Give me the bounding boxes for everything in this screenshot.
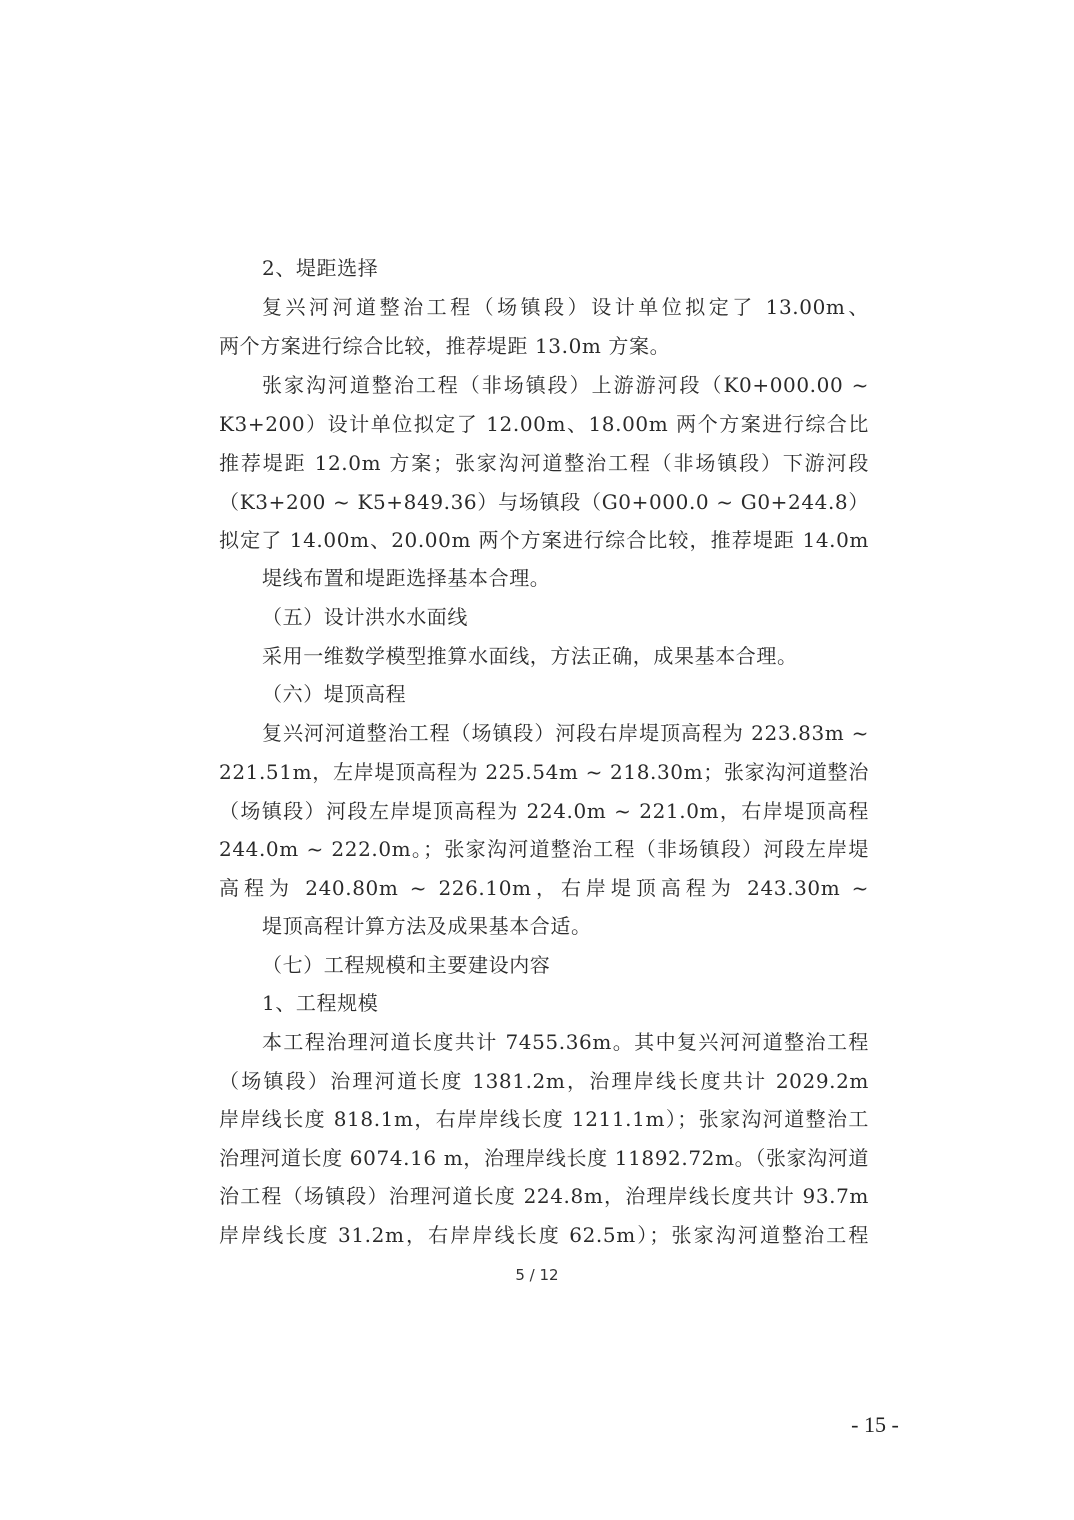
paragraph-line: 复兴河河道整治工程（场镇段）设计单位拟定了 13.00m、 (262, 295, 869, 319)
section-heading: （七）工程规模和主要建设内容 (262, 953, 551, 977)
paragraph-line: 堤线布置和堤距选择基本合理。 (262, 566, 551, 590)
section-heading: （六）堤顶高程 (262, 682, 407, 706)
section-heading: 1、工程规模 (262, 991, 379, 1015)
paragraph-line: 拟定了 14.00m、20.00m 两个方案进行综合比较，推荐堤距 14.0m (219, 528, 869, 552)
paragraph-line: （K3+200 ~ K5+849.36）与场镇段（G0+000.0 ~ G0+244.8） (219, 490, 869, 514)
paragraph-line: 治理河道长度 6074.16 m，治理岸线长度 11892.72m。（张家沟河道 (219, 1146, 869, 1170)
paragraph-line: 采用一维数学模型推算水面线，方法正确，成果基本合理。 (262, 644, 798, 668)
paragraph-line: 复兴河河道整治工程（场镇段）河段右岸堤顶高程为 223.83m ~ (262, 721, 869, 745)
paragraph-line: 张家沟河道整治工程（非场镇段）上游游河段（K0+000.00 ~ (262, 373, 869, 397)
paragraph-line: 本工程治理河道长度共计 7455.36m。其中复兴河河道整治工程 (262, 1030, 869, 1054)
paragraph-line: 221.51m，左岸堤顶高程为 225.54m ~ 218.30m；张家沟河道整治 (219, 760, 869, 784)
paragraph-line: 治工程（场镇段）治理河道长度 224.8m，治理岸线长度共计 93.7m (219, 1184, 869, 1208)
page-counter: 5 / 12 (515, 1266, 559, 1284)
paragraph-line: 高程为 240.80m ~ 226.10m，右岸堤顶高程为 243.30m ~ (219, 876, 869, 900)
paragraph-line: 堤顶高程计算方法及成果基本合适。 (262, 914, 592, 938)
section-heading: （五）设计洪水水面线 (262, 605, 468, 629)
paragraph-line: 岸岸线长度 818.1m，右岸岸线长度 1211.1m）；张家沟河道整治工 (219, 1107, 869, 1131)
section-heading: 2、堤距选择 (262, 256, 379, 280)
paragraph-line: 推荐堤距 12.0m 方案；张家沟河道整治工程（非场镇段）下游河段 (219, 451, 869, 475)
paragraph-line: 两个方案进行综合比较，推荐堤距 13.0m 方案。 (219, 334, 671, 358)
paragraph-line: （场镇段）治理河道长度 1381.2m，治理岸线长度共计 2029.2m (219, 1069, 869, 1093)
paragraph-line: 岸岸线长度 31.2m，右岸岸线长度 62.5m）；张家沟河道整治工程 (219, 1223, 869, 1247)
paragraph-line: K3+200）设计单位拟定了 12.00m、18.00m 两个方案进行综合比 (219, 412, 869, 436)
page-number: - 15 - (851, 1412, 899, 1437)
paragraph-line: 244.0m ~ 222.0m。；张家沟河道整治工程（非场镇段）河段左岸堤 (219, 837, 869, 861)
paragraph-line: （场镇段）河段左岸堤顶高程为 224.0m ~ 221.0m，右岸堤顶高程 (219, 799, 869, 823)
